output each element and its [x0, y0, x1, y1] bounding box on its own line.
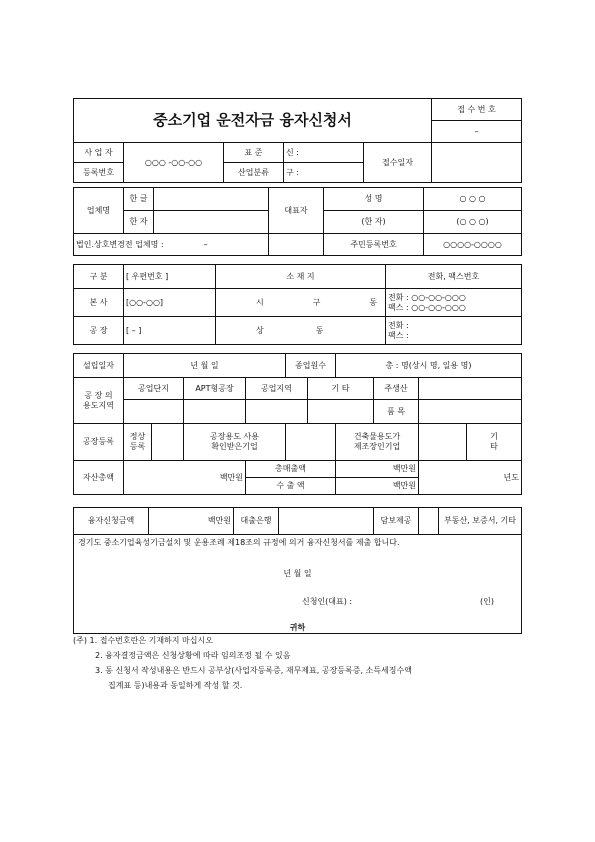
- hanja-label: 한 자: [124, 211, 154, 234]
- hq-fax: 팩스 : ○○-○○-○○○: [388, 302, 466, 312]
- loan-bank-value[interactable]: [279, 508, 374, 535]
- previous-name-filler: [269, 234, 324, 256]
- collateral-check[interactable]: [419, 508, 439, 535]
- main-product-value-1[interactable]: [419, 378, 522, 400]
- building-manufacturing-1: 건축물용도가: [353, 432, 401, 441]
- total-assets-value: 백만원: [124, 461, 246, 495]
- seal-mark: (인): [480, 597, 494, 606]
- fiscal-year: 년도: [419, 461, 522, 495]
- resident-number-value: ○○○○-○○○○: [424, 234, 522, 256]
- factory-zone-label-1: 공 장 의: [84, 390, 113, 400]
- factory-use-confirmed-1: 공장용도 사용: [210, 432, 259, 441]
- zone-check-apt-factory[interactable]: [184, 400, 246, 424]
- factory-contact: [386, 317, 522, 345]
- collateral-types: 부동산, 보증서, 기타: [439, 508, 522, 535]
- loan-table: [73, 507, 522, 634]
- hq-label: 본 사: [74, 289, 124, 317]
- product-item-label: 품 목: [374, 400, 419, 424]
- business-reg-label-1: 사 업 자: [74, 143, 124, 163]
- previous-name-row: [74, 234, 269, 256]
- zone-check-other[interactable]: [308, 400, 374, 424]
- standard-label-1: 표 준: [224, 143, 284, 163]
- applicant-label: 신청인(대표) :: [302, 597, 353, 606]
- standard-label-2: 산업분류: [224, 163, 284, 183]
- established-date: 년 월 일: [124, 354, 286, 378]
- address-table: [73, 264, 522, 345]
- established-label: 설립일자: [74, 354, 124, 378]
- factory-label: 공 장: [74, 317, 124, 345]
- total-sales-label: 총매출액: [246, 461, 336, 478]
- rep-name-label: 성 명: [324, 188, 424, 211]
- hanja-name-field[interactable]: [154, 211, 269, 234]
- factory-dong: 동: [315, 325, 324, 335]
- main-product-label: 주생산: [374, 378, 419, 400]
- rep-hanja-label: (한 자): [324, 211, 424, 234]
- employees-value: 총 : 명(상시 명, 일용 명): [336, 354, 522, 378]
- hq-tel: 전화 : ○○-○○-○○○: [388, 292, 466, 302]
- header-table: [73, 98, 522, 183]
- business-reg-number: ○○○ -○○-○○: [124, 143, 224, 183]
- note-2: 2. 융자결정금액은 신청상황에 따라 임의조정 될 수 있음: [95, 651, 291, 660]
- collateral-label: 담보제공: [374, 508, 419, 535]
- representative-label: 대표자: [269, 188, 324, 234]
- factory-reg-normal-check[interactable]: [152, 424, 184, 461]
- receipt-date-value: [432, 143, 522, 183]
- industry-gu: 구 :: [284, 163, 364, 183]
- factory-fax: 팩스 :: [388, 330, 409, 340]
- factory-reg-normal-2: 등록: [129, 442, 146, 451]
- hq-postal: [○○-○○]: [124, 289, 216, 317]
- factory-use-check[interactable]: [286, 424, 336, 461]
- note-1: (주) 1. 접수번호란은 기재하지 마십시오: [73, 636, 213, 645]
- zone-option-other: 기 타: [308, 378, 374, 400]
- rep-name-value: ○ ○ ○: [424, 188, 522, 211]
- loan-amount-label: 융자신청금액: [74, 508, 149, 535]
- factory-use-confirmed: [184, 424, 286, 461]
- total-assets-label: 자산총액: [74, 461, 124, 495]
- factory-reg-other-1: 기: [490, 432, 498, 441]
- address-col-gubun: 구 분: [74, 265, 124, 289]
- receipt-number-label: 접 수 번 호: [432, 99, 522, 121]
- sign-date: 년 월 일: [283, 569, 312, 578]
- factory-reg-normal: [124, 424, 152, 461]
- zone-option-apt-factory: APT형공장: [184, 378, 246, 400]
- building-manufacturing-2: 제조장인기업: [353, 442, 401, 451]
- loan-bank-label: 대출은행: [234, 508, 279, 535]
- hq-contact: [386, 289, 522, 317]
- factory-reg-other: [467, 424, 522, 461]
- zone-option-industrial-complex: 공업단지: [124, 378, 184, 400]
- hq-gu: 구: [312, 297, 321, 307]
- main-product-value-2[interactable]: [419, 400, 522, 424]
- form-title: 중소기업 운전자금 융자신청서: [74, 99, 432, 143]
- hq-address: [216, 289, 386, 317]
- company-table: [73, 187, 522, 256]
- factory-reg-other-2: 타: [490, 442, 498, 451]
- applicant-line: [78, 597, 517, 609]
- addressee: 귀하: [289, 623, 306, 632]
- industry-sin: 신 :: [284, 143, 364, 163]
- zone-option-industrial-area: 공업지역: [246, 378, 308, 400]
- factory-reg-normal-1: 정상: [129, 432, 146, 441]
- declaration-block: [74, 535, 522, 634]
- building-manufacturing: [336, 424, 419, 461]
- factory-postal: [ – ]: [124, 317, 216, 345]
- hq-si: 시: [256, 297, 264, 307]
- hq-dong: 동: [369, 297, 377, 307]
- declaration-text: 경기도 중소기업육성기금설치 및 운용조례 제18조의 규정에 의거 융자신청서를 제출 합니다.: [78, 538, 400, 547]
- address-col-postal: [ 우편번호 ]: [124, 265, 216, 289]
- previous-name-label: 법인.상호변경전 업체명 :: [76, 239, 164, 249]
- address-col-phone: 전화, 팩스번호: [386, 265, 522, 289]
- resident-number-label: 주민등록번호: [324, 234, 424, 256]
- previous-name-value: –: [203, 239, 208, 249]
- factory-address: [216, 317, 386, 345]
- exports-label: 수 출 액: [246, 478, 336, 495]
- company-name-label: 업체명: [74, 188, 124, 234]
- business-reg-label-2: 등록번호: [74, 163, 124, 183]
- factory-reg-label: 공장등록: [74, 424, 124, 461]
- building-check[interactable]: [419, 424, 467, 461]
- zone-check-industrial-complex[interactable]: [124, 400, 184, 424]
- exports-value: 백만원: [336, 478, 419, 495]
- address-col-location: 소 재 지: [216, 265, 386, 289]
- note-3: 3. 동 신청서 작성내용은 반드시 공부상(사업자등록증, 재무제표, 공장등록증, 소득세징수액: [95, 666, 412, 675]
- footnotes: [73, 633, 533, 693]
- factory-zone-label-2: 용도지역: [83, 400, 114, 410]
- zone-check-industrial-area[interactable]: [246, 400, 308, 424]
- factory-tel: 전화 :: [388, 320, 409, 330]
- receipt-number-value: –: [432, 121, 522, 143]
- factory-sang: 상: [256, 325, 264, 335]
- hangul-name-field[interactable]: [154, 188, 269, 211]
- loan-amount-value: 백만원: [149, 508, 234, 535]
- hangul-label: 한 글: [124, 188, 154, 211]
- total-sales-value: 백만원: [336, 461, 419, 478]
- rep-hanja-value: (○ ○ ○): [424, 211, 522, 234]
- note-3-cont: 집계표 등)내용과 동일하게 작성 할 것.: [108, 681, 243, 690]
- employees-label: 종업원수: [286, 354, 336, 378]
- factory-zone-label: [74, 378, 124, 424]
- business-info-table: [73, 353, 522, 495]
- receipt-date-label: 접수일자: [364, 143, 432, 183]
- factory-use-confirmed-2: 확인받은기업: [211, 442, 258, 451]
